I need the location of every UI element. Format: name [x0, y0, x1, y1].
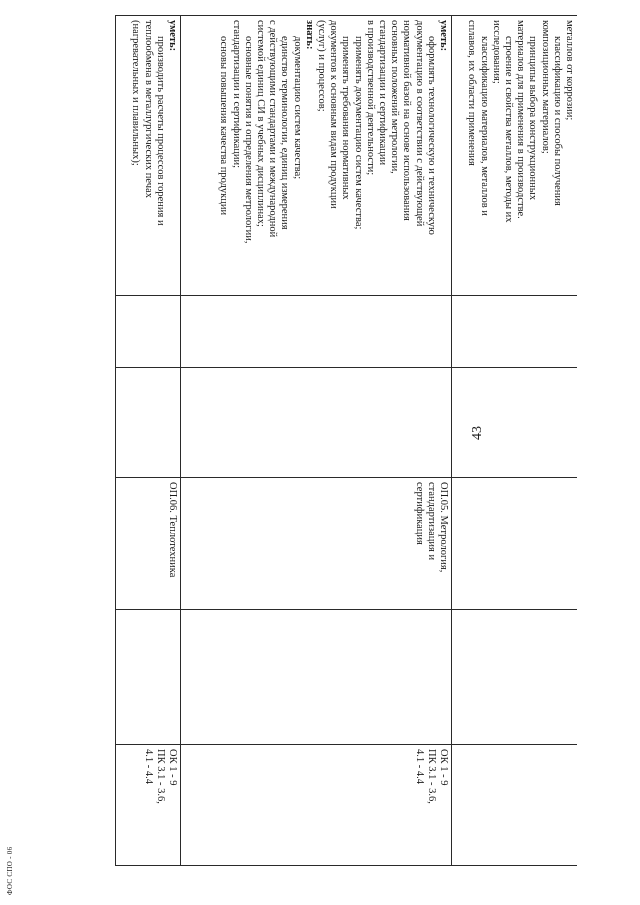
- competency-table-page: [102, 15, 577, 865]
- empty-cell: [181, 368, 452, 478]
- discipline-cell: ОП.06. Теплотехника: [116, 478, 181, 610]
- text-line: нормативной базой на основе использования: [401, 20, 413, 221]
- text-line: основы повышения качества продукции: [218, 36, 230, 216]
- text-line: применять требования нормативных: [340, 36, 352, 200]
- table-row: [116, 16, 181, 866]
- competency-code: ПК 3.1 - 3.6,: [154, 749, 166, 804]
- text-line: принципы выбора конструкционных: [527, 36, 539, 201]
- text-line: производить расчеты процессов горения и: [154, 36, 166, 226]
- text-line: основные понятия и определения метрологии,: [242, 36, 254, 244]
- discipline-cell: [452, 478, 578, 610]
- discipline-cell: ОП.05. Метрология, стандартизация и сертификация: [181, 478, 452, 610]
- competencies-cell: [181, 745, 452, 866]
- text-line: документацию систем качества;: [291, 36, 303, 180]
- empty-cell: [181, 296, 452, 368]
- skills-knowledge-cell: [452, 16, 578, 296]
- text-line: с действующими стандартами и международной: [267, 20, 279, 238]
- empty-cell: [116, 610, 181, 745]
- text-line: знать:: [303, 20, 315, 50]
- competency-code: ПК 3.1 - 3.6,: [425, 749, 437, 804]
- skills-knowledge-cell: [181, 16, 452, 296]
- text-line: металлов от коррозии;: [564, 20, 575, 121]
- table-row: [181, 16, 452, 866]
- text-line: композиционных материалов;: [539, 20, 551, 154]
- text-line: в производственной деятельности;: [364, 20, 376, 176]
- text-line: классификацию и способы получения: [551, 36, 563, 206]
- page-number: 43: [470, 426, 485, 440]
- text-line: стандартизации и сертификации: [376, 20, 388, 166]
- competencies-cell: [116, 745, 181, 866]
- text-line: теплообмена в металлургических печах: [142, 20, 154, 198]
- text-line: оформлять технологическую и техническую: [425, 36, 437, 235]
- skills-knowledge-cell: [116, 16, 181, 296]
- text-line: (нагревательных и плавильных);: [130, 20, 142, 166]
- text-line: уметь:: [438, 20, 449, 52]
- empty-cell: [116, 296, 181, 368]
- empty-cell: [116, 368, 181, 478]
- text-line: системой единиц СИ в учебных дисциплинах;: [254, 20, 266, 227]
- text-line: классификацию материалов, металлов и: [478, 36, 490, 216]
- competency-code: ОК 1 - 9: [167, 749, 178, 786]
- text-line: сплавов, их области применения: [466, 20, 478, 166]
- text-line: исследования;: [490, 20, 502, 84]
- footer-code: ФОС СПО - 06: [6, 846, 14, 895]
- empty-cell: [452, 368, 578, 478]
- competency-table: [115, 15, 577, 866]
- competency-code: 4.1 - 4.4: [413, 749, 425, 784]
- text-line: основных положений метрологии,: [389, 20, 401, 174]
- table-row: [452, 16, 578, 866]
- text-line: строение и свойства металлов, методы их: [502, 36, 514, 223]
- competency-code: ОК 1 - 9: [438, 749, 449, 786]
- empty-cell: [181, 610, 452, 745]
- empty-cell: [452, 296, 578, 368]
- text-line: документов к основным видам продукции: [328, 20, 340, 209]
- text-line: единство терминологии, единиц измерения: [279, 36, 291, 230]
- text-line: применять документацию систем качества;: [352, 36, 364, 230]
- competency-code: 4.1 - 4.4: [142, 749, 154, 784]
- text-line: (услуг) и процессов;: [315, 20, 327, 112]
- text-line: уметь:: [167, 20, 178, 52]
- text-line: материалов для применения в производстве.: [515, 20, 527, 219]
- text-line: документацию в соответствии с действующей: [413, 20, 425, 227]
- competencies-cell: [452, 745, 578, 866]
- empty-cell: [452, 610, 578, 745]
- text-line: стандартизации и сертификации;: [230, 20, 242, 169]
